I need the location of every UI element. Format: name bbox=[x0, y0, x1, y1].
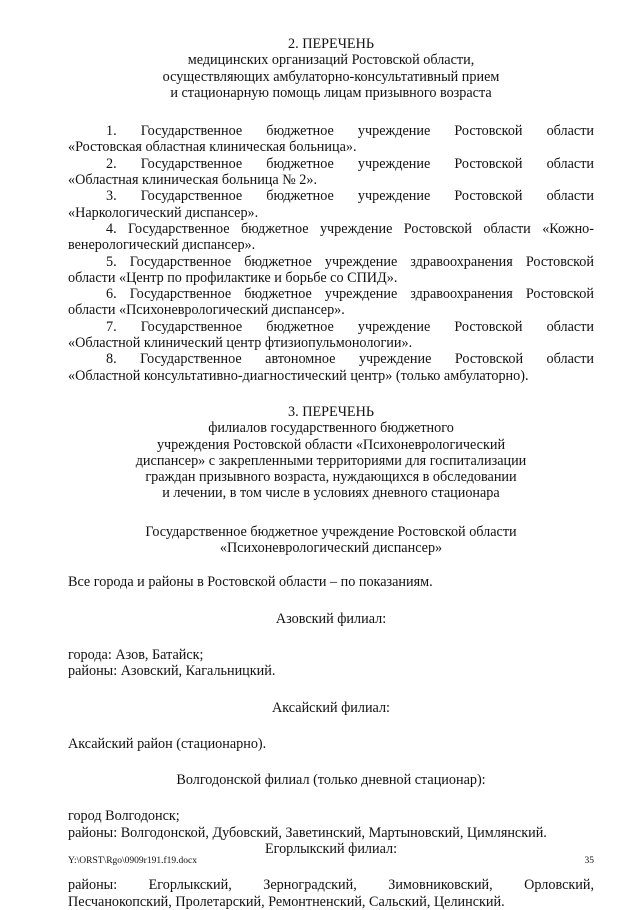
list-item: 4. Государственное бюджетное учреждение Ростовской области «Кожно- венерологический диспансер». bbox=[68, 220, 594, 254]
subtitle-line: и стационарную помощь лицам призывного возраста bbox=[170, 84, 492, 101]
subtitle-line: и лечении, в том числе в условиях дневного стационара bbox=[162, 485, 500, 502]
section2-subtitle bbox=[68, 52, 594, 101]
institution-name: Государственное бюджетное учреждение Ростовской области «Психоневрологический диспансер» bbox=[145, 523, 517, 557]
subtitle-line: осуществляющих амбулаторно-консультативный прием bbox=[162, 68, 500, 85]
list-item: 2. Государственное бюджетное учреждение Ростовской области «Областная клиническая больница № 2». bbox=[68, 155, 594, 189]
subtitle-line: граждан призывного возраста, нуждающихся в обследовании bbox=[145, 469, 517, 486]
volgodonsk-city: город Волгодонск; bbox=[68, 808, 180, 825]
section2-list bbox=[68, 123, 594, 384]
document-page bbox=[68, 36, 594, 910]
egorlyk-branch-title: Егорлыкский филиал: bbox=[264, 840, 398, 857]
volgodonsk-branch-title: Волгодонской филиал (только дневной стационар): bbox=[176, 772, 486, 789]
page-footer bbox=[68, 856, 594, 867]
volgodonsk-districts: районы: Волгодонской, Дубовский, Заветинский, Мартыновский, Цимлянский. bbox=[68, 824, 547, 841]
aksai-text: Аксайский район (стационарно). bbox=[68, 735, 267, 752]
section3-subtitle bbox=[68, 420, 594, 501]
section2-heading: 2. ПЕРЕЧЕНЬ bbox=[288, 36, 374, 52]
list-item: 6. Государственное бюджетное учреждение здравоохранения Ростовской области «Психоневрологический диспансер». bbox=[68, 286, 594, 319]
azov-cities: города: Азов, Батайск; bbox=[68, 646, 204, 663]
list-item: 8. Государственное автономное учреждение Ростовской области «Областной консультативно-диагностический центр» (только амбулаторно). bbox=[68, 351, 594, 384]
file-path: Y:\ORST\Rgo\0909r191.f19.docx bbox=[68, 856, 197, 866]
subtitle-line: филиалов государственного бюджетного bbox=[208, 420, 454, 437]
all-cities-note: Все города и районы в Ростовской области – по показаниям. bbox=[68, 574, 433, 591]
list-item: 5. Государственное бюджетное учреждение здравоохранения Ростовской области «Центр по профилактике и борьбе со СПИД». bbox=[68, 253, 594, 286]
egorlyk-line-2: Песчанокопский, Пролетарский, Ремонтненский, Сальский, Целинский. bbox=[68, 893, 505, 910]
list-item: 3. Государственное бюджетное учреждение Ростовской области «Наркологический диспансер». bbox=[68, 188, 594, 221]
aksai-branch-title: Аксайский филиал: bbox=[272, 699, 390, 716]
subtitle-line: диспансер» с закрепленными территориями для госпитализации bbox=[135, 452, 527, 469]
section3-heading: 3. ПЕРЕЧЕНЬ bbox=[288, 403, 374, 420]
list-item: 7. Государственное бюджетное учреждение Ростовской области «Областной клинический центр фтизиопульмонологии». bbox=[68, 318, 594, 352]
subtitle-line: медицинских организаций Ростовской области, bbox=[187, 52, 475, 69]
azov-districts: районы: Азовский, Кагальницкий. bbox=[68, 663, 276, 680]
azov-branch-title: Азовский филиал: bbox=[275, 610, 387, 627]
list-item: 1. Государственное бюджетное учреждение Ростовской области «Ростовская областная клиническая больница». bbox=[68, 123, 594, 156]
egorlyk-line-1: районы: Егорлыкский, Зерноградский, Зимовниковский, Орловский, bbox=[68, 877, 594, 894]
subtitle-line: учреждения Ростовской области «Психоневрологический bbox=[156, 436, 506, 453]
page-number: 35 bbox=[584, 856, 594, 866]
